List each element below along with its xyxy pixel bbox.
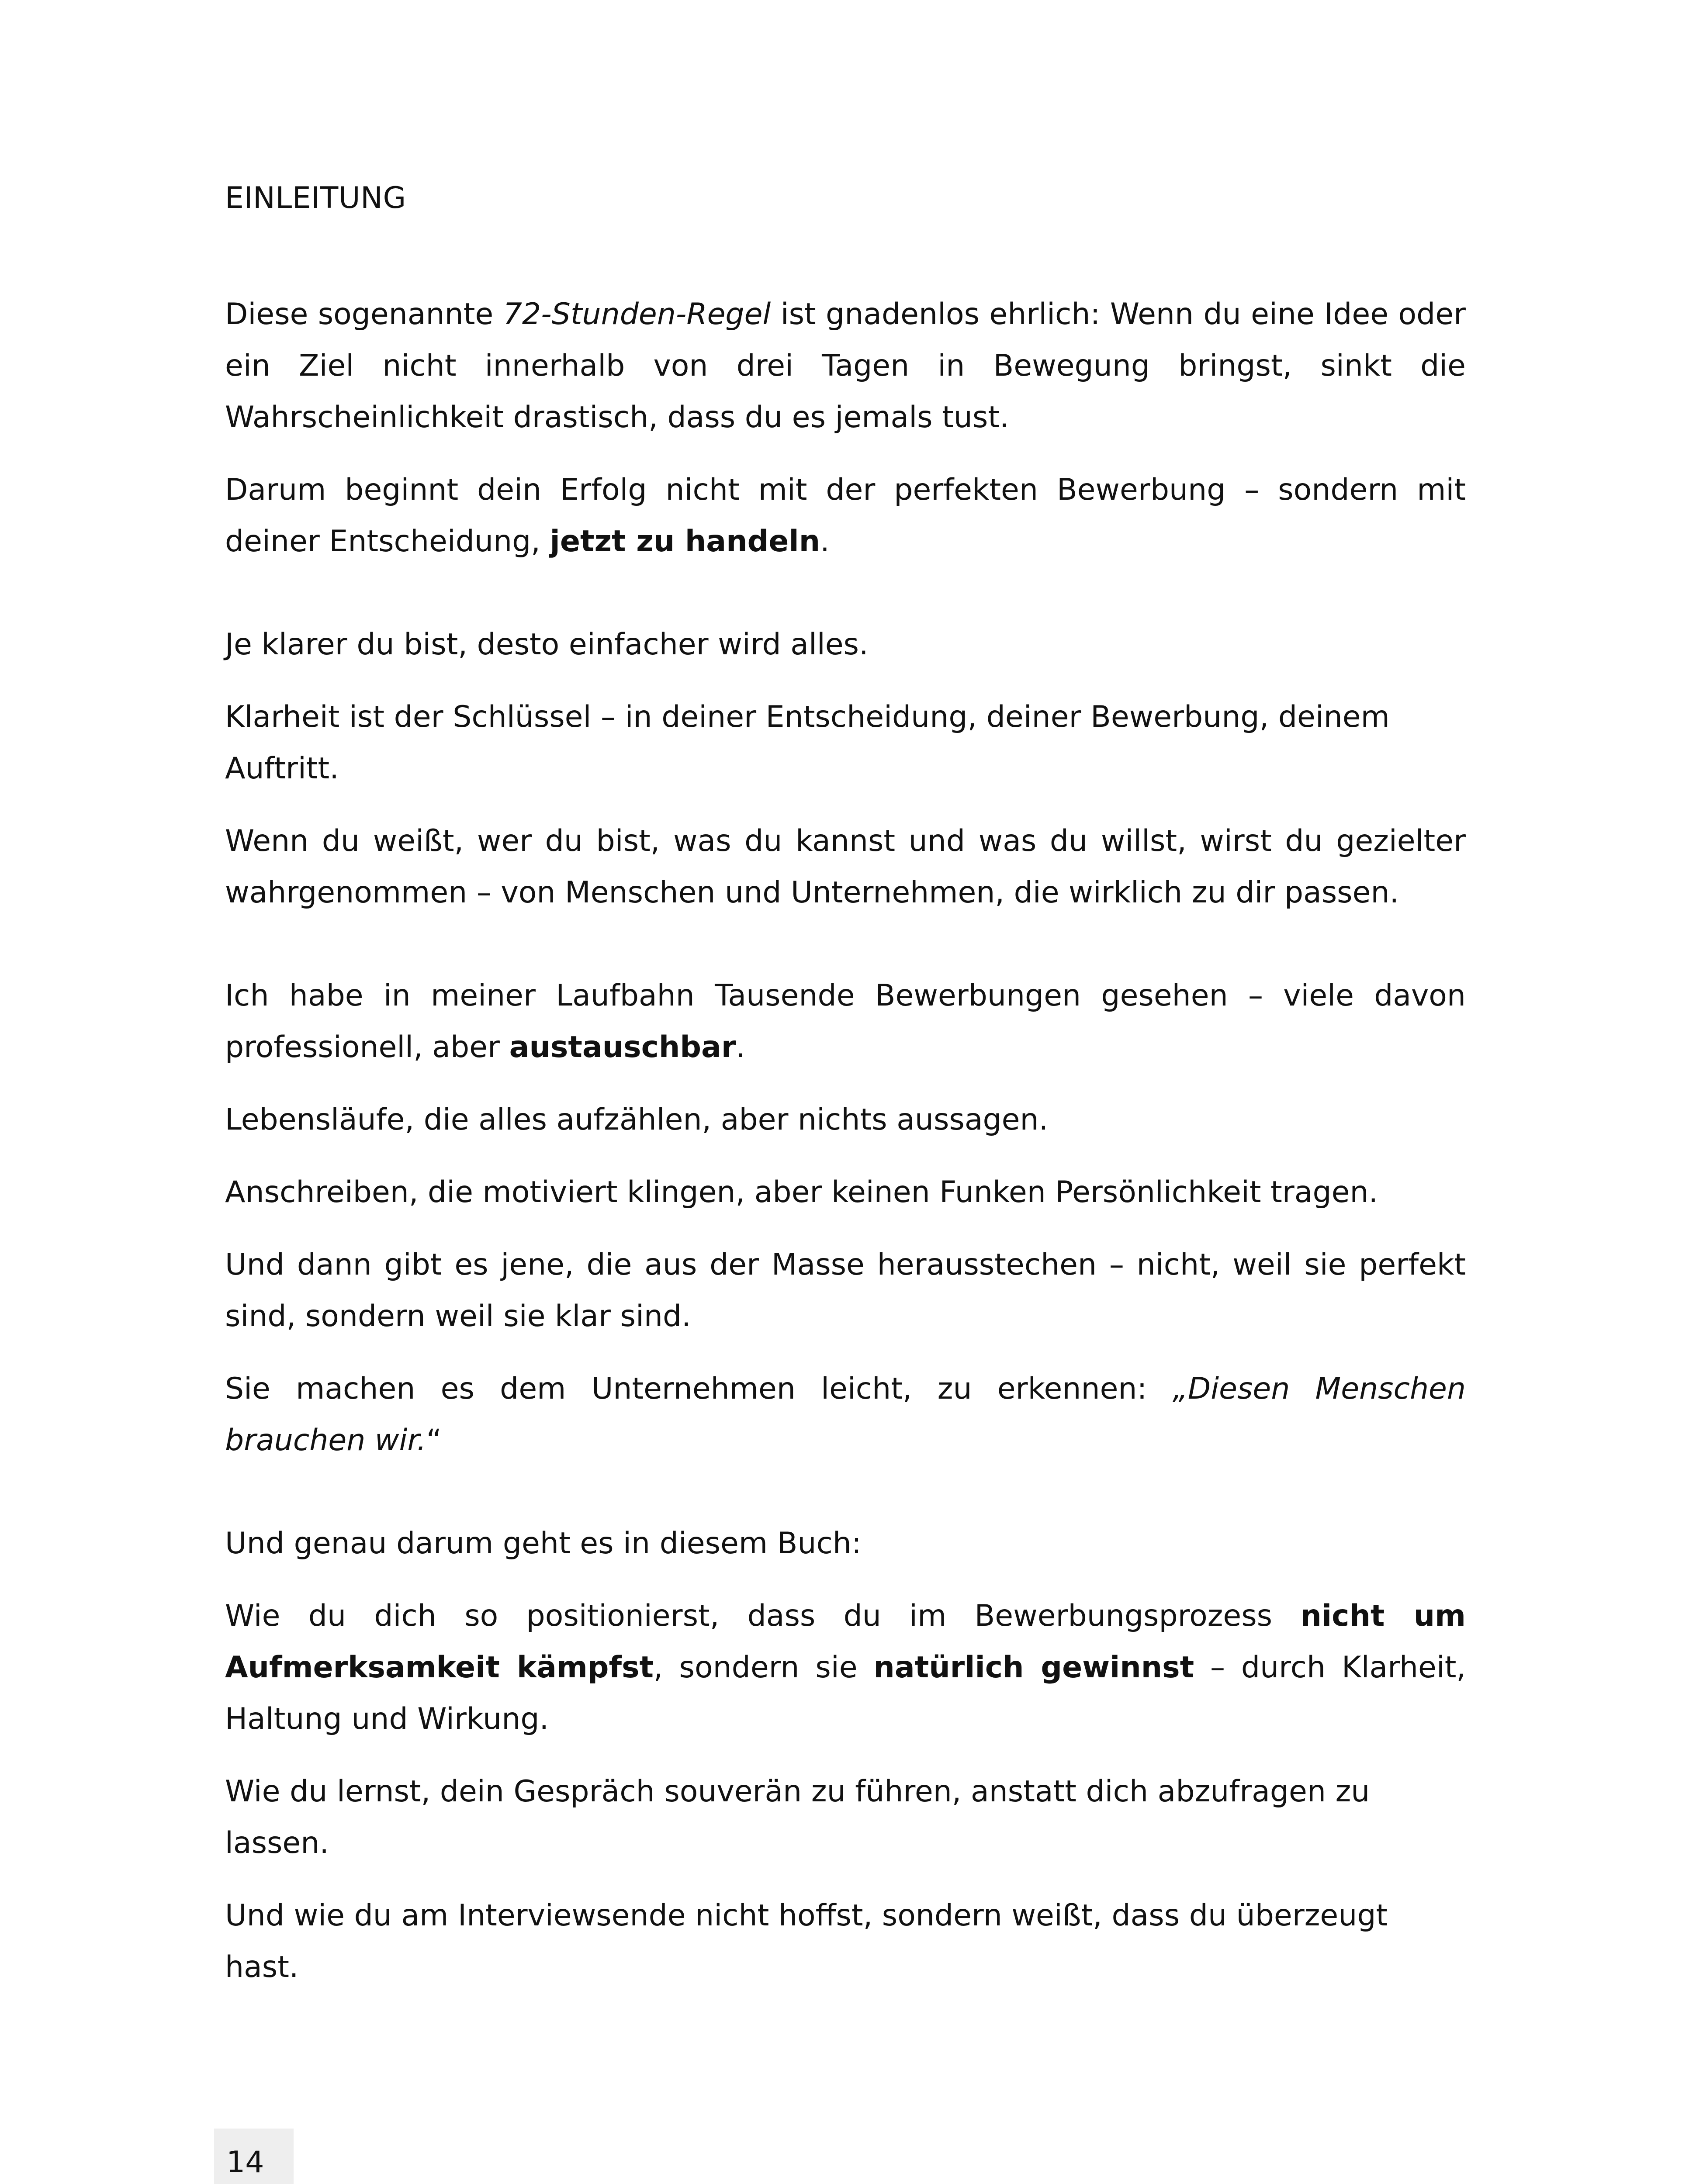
text-run: Wie du dich so positionierst, dass du im Bewerbungsprozess xyxy=(225,1599,1301,1633)
bold-emphasis: natürlich gewinnst xyxy=(873,1650,1194,1685)
paragraph-herausstechen: Und dann gibt es jene, die aus der Masse herausstechen – nicht, weil sie perfekt sind, sondern weil sie klar sind. xyxy=(225,1248,1466,1334)
page-number-box xyxy=(214,2129,294,2184)
paragraph-klarheit: Klarheit ist der Schlüssel – in deiner Entscheidung, deiner Bewerbung, deinem Auftritt. xyxy=(225,700,1390,786)
bold-emphasis: jetzt zu handeln xyxy=(550,524,820,559)
chapter-heading: EINLEITUNG xyxy=(225,181,406,215)
text-run: ist gnadenlos ehrlich: Wenn du eine Idee oder ein Ziel nicht innerhalb von drei Tagen in Bewegung bringst, sinkt die Wahrscheinlichkeit drastisch, dass du es jemals tust. xyxy=(225,297,1466,435)
text-run: “ xyxy=(426,1423,442,1458)
text-run: Diese sogenannte xyxy=(225,297,503,332)
italic-quote: „Diesen Menschen brauchen wir. xyxy=(225,1372,1466,1458)
paragraph-in-diesem-buch: Und genau darum geht es in diesem Buch: xyxy=(225,1526,862,1561)
paragraph-klarer: Je klarer du bist, desto einfacher wird alles. xyxy=(225,627,869,662)
bold-emphasis: austauschbar xyxy=(509,1030,736,1064)
paragraph-positionierst xyxy=(225,1590,1466,1745)
text-run: – durch Klarheit, Haltung und Wirkung. xyxy=(225,1650,1466,1736)
text-run: , sondern sie xyxy=(654,1650,874,1685)
bold-emphasis: nicht um Aufmerksamkeit kämpfst xyxy=(225,1599,1466,1685)
paragraph-unternehmen-erkennen xyxy=(225,1363,1466,1466)
text-run: Ich habe in meiner Laufbahn Tausende Bewerbungen gesehen – viele davon professionell, aber xyxy=(225,978,1466,1064)
text-run: . xyxy=(820,524,830,559)
paragraph-interviewsende: Und wie du am Interviewsende nicht hoffst, sondern weißt, dass du überzeugt hast. xyxy=(225,1898,1388,1984)
paragraph-gespraech: Wie du lernst, dein Gespräch souverän zu führen, anstatt dich abzufragen zu lassen. xyxy=(225,1774,1370,1860)
page-content xyxy=(225,173,1466,2014)
paragraph-entscheidung xyxy=(225,464,1466,567)
paragraph-wenn-du-weisst: Wenn du weißt, wer du bist, was du kannst und was du willst, wirst du gezielter wahrgenommen – von Menschen und Unternehmen, die wirklich zu dir passen. xyxy=(225,824,1466,910)
page-number: 14 xyxy=(226,2145,264,2180)
italic-term: 72-Stunden-Regel xyxy=(503,297,771,332)
text-run: Sie machen es dem Unternehmen leicht, zu erkennen: xyxy=(225,1372,1173,1406)
paragraph-lebenslaeufe: Lebensläufe, die alles aufzählen, aber nichts aussagen. xyxy=(225,1102,1049,1137)
text-run: . xyxy=(736,1030,746,1064)
text-run: Darum beginnt dein Erfolg nicht mit der perfekten Bewerbung – sondern mit deiner Entscheidung, xyxy=(225,473,1466,559)
paragraph-bewerbungen-gesehen xyxy=(225,970,1466,1073)
paragraph-anschreiben: Anschreiben, die motiviert klingen, aber keinen Funken Persönlichkeit tragen. xyxy=(225,1175,1378,1209)
paragraph-72-stunden-regel xyxy=(225,289,1466,443)
